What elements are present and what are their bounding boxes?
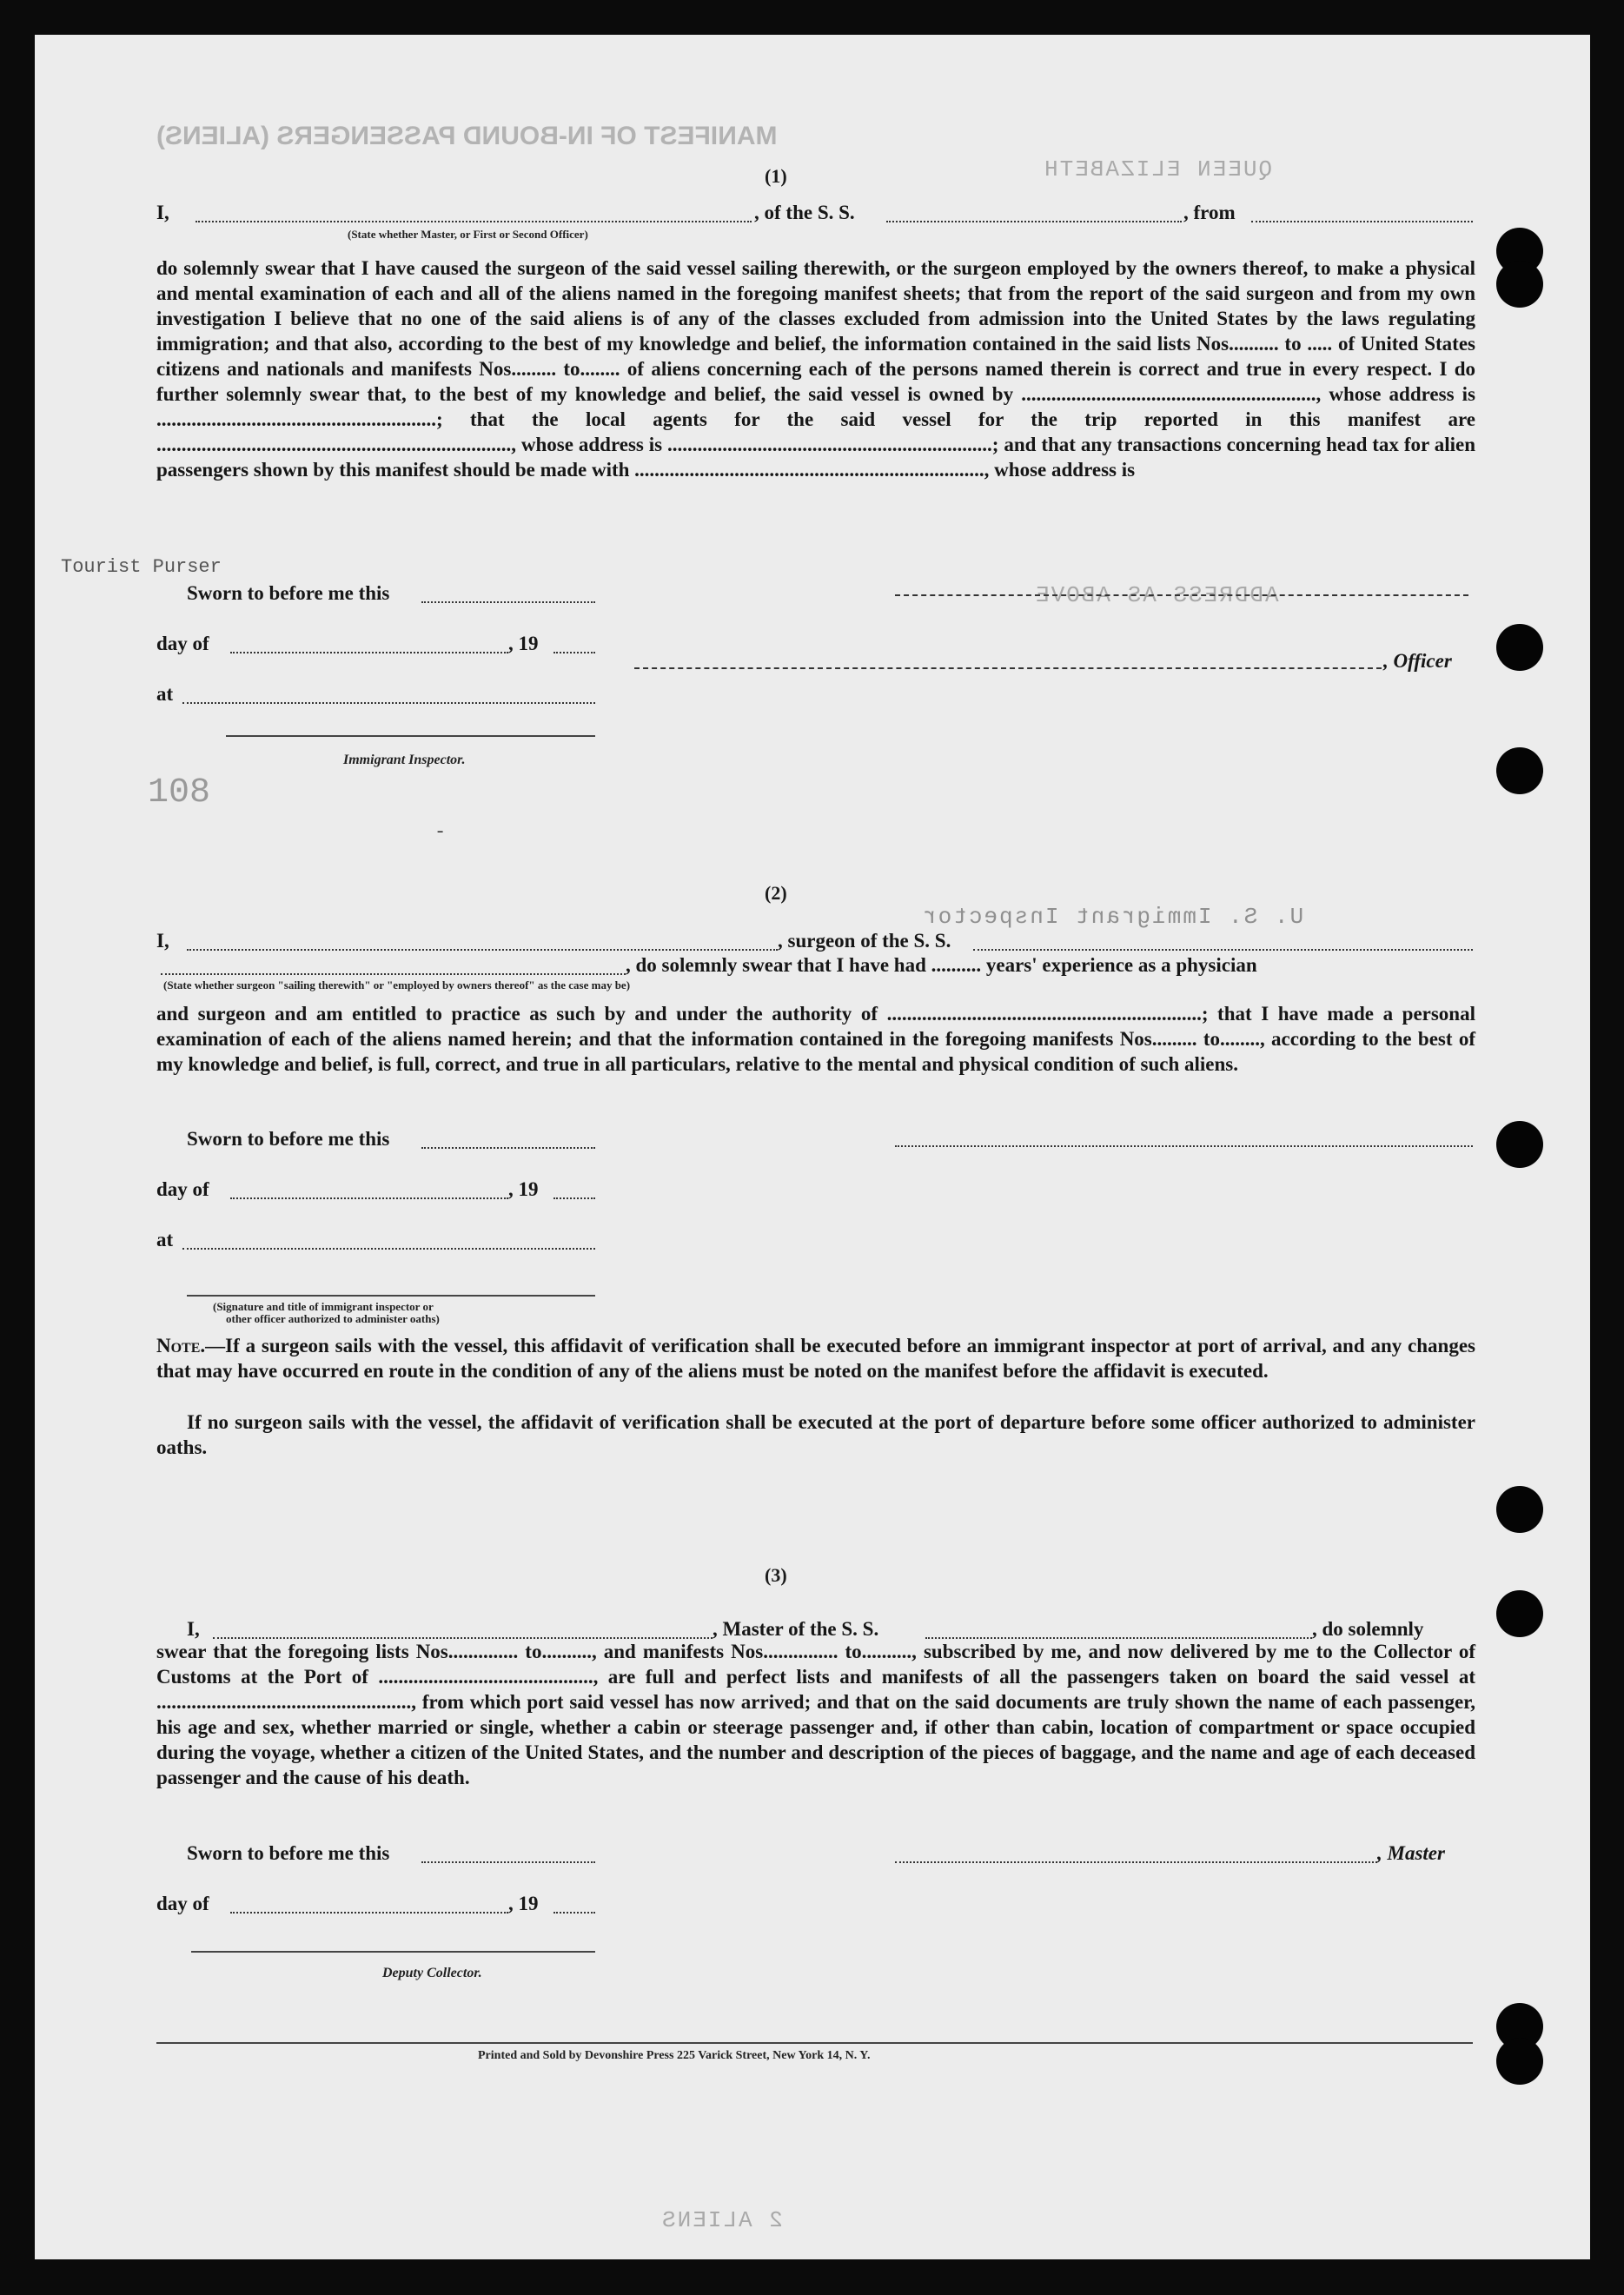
pronoun-i: I,: [156, 202, 169, 223]
year-label-2: , 19: [508, 1178, 539, 1200]
surgeon-signature-field: [895, 1145, 1473, 1147]
section-3-i: I,: [187, 1618, 200, 1640]
day-of-label-2: day of: [156, 1178, 209, 1200]
signature-note-2b: other officer authorized to administer oaths): [226, 1312, 440, 1325]
signature-line-2: [187, 1295, 595, 1297]
bleed-inspector: U. S. Immigrant Inspector: [921, 904, 1304, 930]
typed-dash: -: [434, 821, 447, 843]
year-label-1: , 19: [508, 633, 539, 654]
day-of-field-1: [230, 652, 508, 653]
punch-hole-4: [1496, 747, 1543, 794]
note-label: Note.: [156, 1335, 206, 1356]
from-port-field: [1251, 221, 1473, 222]
master-name-field: [196, 221, 752, 222]
section-2-number: (2): [765, 882, 787, 904]
section-1-body: do solemnly swear that I have caused the surgeon of the said vessel sailing therewith, or the surgeon employed by the owners thereof, to make a physical and mental examination of each and all of the aliens named in the foregoing manifest sheets; that from the report of the said surgeon and from my own investigation I believe that no one of the said aliens is of any of the classes excluded from admission into the United States by the laws regulating immigration; and that also, according to the best of my knowledge and belief, the information contained in the said lists Nos.......... to ..... of United States citizens and nationals and manifests Nos......... to........ of aliens concerning each of the persons named therein is correct and true in every respect. I do further solemnly swear that, to the best of my knowledge and belief, the said vessel is owned by ..........................................................., whose address is ........................................................; that the local agents for the said vessel for the trip reported in this manifest are ......................................................................., whose address is .................................................................; and that any transactions concerning head tax for alien passengers shown by this manifest should be made with ......................................................................, whose address is: [156, 257, 1475, 481]
note-paragraph: [156, 1333, 1475, 1383]
section-2-i: I,: [156, 930, 169, 952]
officer-field-1: [634, 667, 1382, 669]
sworn-date-field-1: [421, 601, 595, 603]
bleed-ship-name: QUEEN ELIZABETH: [1043, 156, 1273, 182]
sworn-date-field-2: [421, 1147, 595, 1149]
from-label: , from: [1183, 202, 1236, 223]
master-signature-field: [895, 1861, 1377, 1863]
day-of-field-3: [230, 1912, 508, 1914]
bleed-bottom: 2 ALIENS: [660, 2207, 783, 2233]
of-ss-label: , of the S. S.: [754, 202, 855, 223]
footer-rule: [156, 2042, 1473, 2044]
officer-signature-field-1: [895, 594, 1468, 596]
year-label-3: , 19: [508, 1893, 539, 1914]
surgeon-of-label: , surgeon of the S. S.: [778, 930, 951, 952]
sworn-date-field-3: [421, 1861, 595, 1863]
surgeon-name-field: [187, 949, 778, 951]
section-3-body: swear that the foregoing lists Nos.............. to.........., and manifests Nos............... to.........., subscribed by me, and now delivered by me to the Collector of Customs at the Port of ..........................................., are full and perfect lists and manifests of all the passengers taken on board the said vessel at ..................................................., from which port said vessel has now arrived; and that on the said documents are truly shown the name of each passenger, his age and sex, whether married or single, whether a cabin or steerage passenger and, if other than cabin, location of compartment or space occupied during the voyage, whether a citizen of the United States, and the number and description of the pieces of baggage, and the name and age of each deceased passenger and the cause of his death.: [156, 1641, 1475, 1788]
bleed-address: ADDRESS AS ABOVE: [1034, 582, 1279, 608]
signature-note-2a: (Signature and title of immigrant inspector or: [213, 1300, 434, 1313]
note-paragraph-2: If no surgeon sails with the vessel, the affidavit of verification shall be executed at the port of departure before some officer authorized to administer oaths.: [156, 1411, 1475, 1458]
master-of-label: , Master of the S. S.: [713, 1618, 879, 1640]
punch-hole-6: [1496, 1486, 1543, 1533]
do-solemnly-label: , do solemnly: [1312, 1618, 1424, 1640]
surgeon-type-field: [161, 973, 626, 975]
document-page: [35, 35, 1590, 2259]
inspector-signature-line: [226, 735, 595, 737]
note-body: —If a surgeon sails with the vessel, this affidavit of verification shall be executed before an immigrant inspector at port of arrival, and any changes that may have occurred en route in the condition of any of the aliens must be noted on the manifest before the affidavit is executed.: [156, 1335, 1475, 1382]
section-1-number: (1): [765, 165, 787, 187]
swear-label-2: , do solemnly swear that I have had .......... years' experience as a physician: [626, 954, 1257, 976]
officer-note: (State whether Master, or First or Second Officer): [348, 228, 588, 241]
punch-hole-9: [1496, 2038, 1543, 2085]
punch-hole-3: [1496, 624, 1543, 671]
sworn-label-1: Sworn to before me this: [187, 582, 390, 604]
at-label-1: at: [156, 683, 174, 705]
punch-hole-5: [1496, 1121, 1543, 1168]
section-1-oath-line: [156, 202, 169, 224]
typed-tourist-purser: Tourist Purser: [61, 556, 222, 578]
printer-footer: Printed and Sold by Devonshire Press 225 Varick Street, New York 14, N. Y.: [478, 2049, 871, 2062]
officer-label: , Officer: [1383, 650, 1452, 672]
year-field-2: [553, 1197, 595, 1199]
section-3-number: (3): [765, 1564, 787, 1586]
typed-stamp-number: 108: [148, 773, 211, 813]
master-label: , Master: [1377, 1842, 1445, 1864]
sworn-label-3: Sworn to before me this: [187, 1842, 390, 1864]
bleed-header: MANIFEST OF IN-BOUND PASSENGERS (ALIENS): [156, 122, 778, 150]
at-label-2: at: [156, 1229, 174, 1250]
year-field-1: [553, 652, 595, 653]
day-of-label-1: day of: [156, 633, 209, 654]
ship-name-field-1: [886, 221, 1182, 222]
inspector-label: Immigrant Inspector.: [343, 753, 466, 767]
deputy-label: Deputy Collector.: [382, 1966, 482, 1980]
at-field-2: [182, 1248, 595, 1250]
punch-hole-2: [1496, 261, 1543, 308]
deputy-signature-line: [191, 1951, 595, 1953]
punch-hole-7: [1496, 1590, 1543, 1637]
surgeon-type-note: (State whether surgeon "sailing therewith" or "employed by owners thereof" as the case may be): [163, 978, 631, 992]
sworn-label-2: Sworn to before me this: [187, 1128, 390, 1150]
day-of-label-3: day of: [156, 1893, 209, 1914]
ship-name-field-2: [973, 949, 1473, 951]
at-field-1: [182, 702, 595, 704]
day-of-field-2: [230, 1197, 508, 1199]
section-2-body: and surgeon and am entitled to practice as such by and under the authority of ...............................................................; that I have made a personal examination of each of the aliens named herein; and that the information contained in the foregoing manifests Nos......... to........, according to the best of my knowledge and belief, is full, correct, and true in all particulars, relative to the mental and physical condition of such aliens.: [156, 1003, 1475, 1075]
year-field-3: [553, 1912, 595, 1914]
